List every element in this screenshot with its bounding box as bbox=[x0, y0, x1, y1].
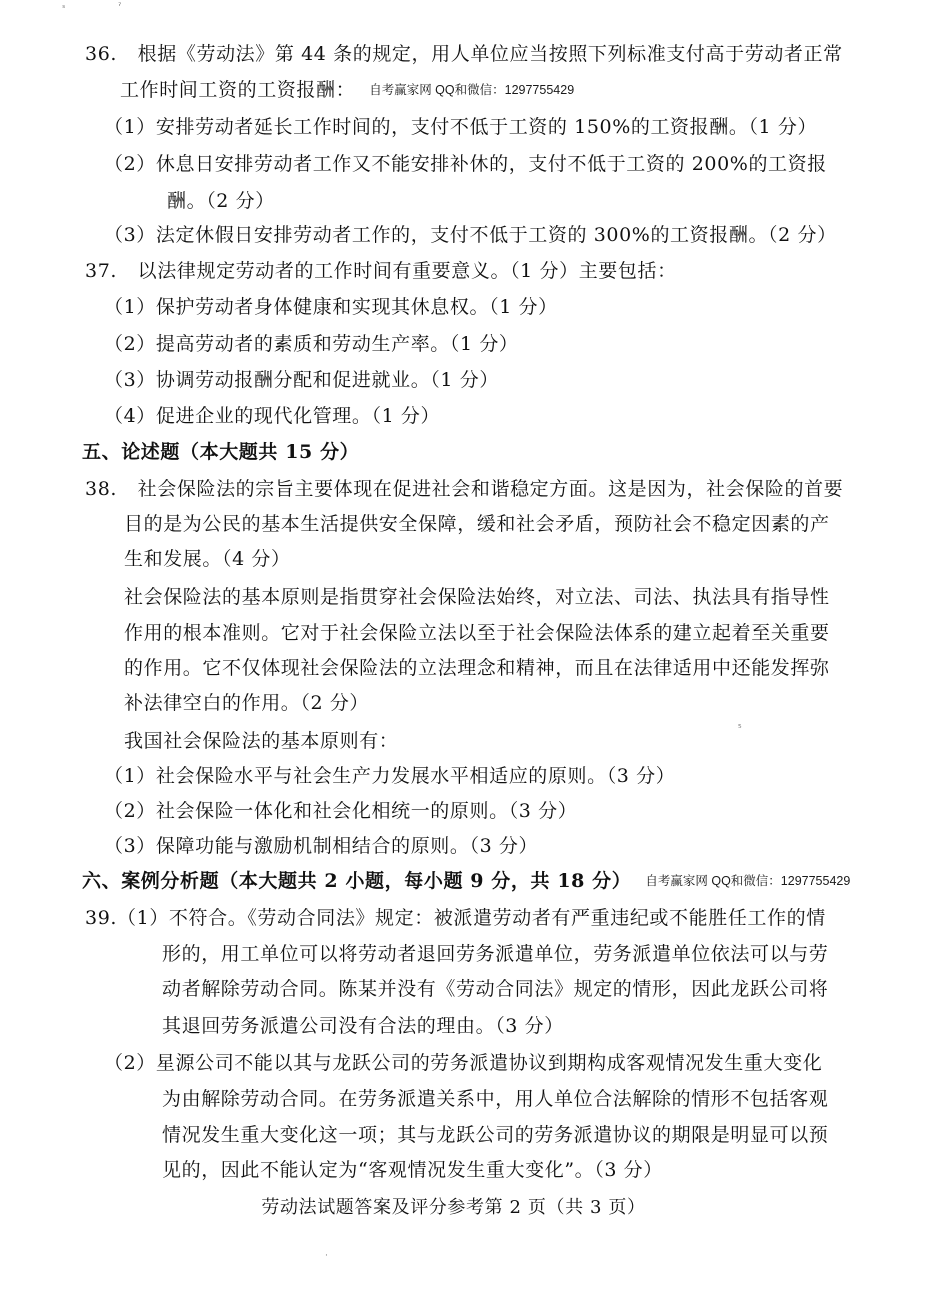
item-text: 其退回劳务派遣公司没有合法的理由。（3 分） bbox=[162, 1015, 564, 1037]
watermark-text: 自考赢家网 QQ和微信：1297755429 bbox=[369, 83, 575, 97]
q36-item-3 bbox=[104, 222, 837, 248]
item-text: 为由解除劳动合同。在劳务派遣关系中，用人单位合法解除的情形不包括客观 bbox=[162, 1088, 829, 1110]
item-text: 形的，用工单位可以将劳动者退回劳务派遣单位，劳务派遣单位依法可以与劳 bbox=[162, 943, 829, 965]
item-text: 酬。（2 分） bbox=[167, 190, 275, 212]
q39-item-1-line-3 bbox=[162, 976, 828, 1002]
scan-speck: · bbox=[325, 1251, 328, 1261]
paragraph-text: 社会保险法的宗旨主要体现在促进社会和谐稳定方面。这是因为，社会保险的首要 bbox=[137, 478, 844, 500]
question-stem: 根据《劳动法》第 44 条的规定，用人单位应当按照下列标准支付高于劳动者正常 bbox=[137, 43, 843, 65]
footer-text: 劳动法试题答案及评分参考第 2 页（共 3 页） bbox=[261, 1197, 646, 1218]
q38-item-3 bbox=[104, 833, 538, 859]
scan-speck: ⁵ bbox=[738, 724, 742, 734]
paragraph-text: 我国社会保险法的基本原则有： bbox=[124, 730, 399, 752]
item-text: 提高劳动者的素质和劳动生产率。（1 分） bbox=[155, 333, 519, 355]
q38-item-2 bbox=[104, 798, 577, 824]
item-text: 社会保险水平与社会生产力发展水平相适应的原则。（3 分） bbox=[155, 765, 676, 787]
section-heading-text: 六、案例分析题（本大题共 2 小题，每小题 9 分，共 18 分） bbox=[82, 870, 632, 892]
item-text: 社会保险一体化和社会化相统一的原则。（3 分） bbox=[155, 800, 578, 822]
scan-speck: ˀ bbox=[118, 2, 122, 12]
q39-item-1-line-1 bbox=[85, 905, 826, 931]
page-footer bbox=[0, 1193, 947, 1219]
q38-para2-line-4 bbox=[124, 690, 369, 716]
item-text: 协调劳动报酬分配和促进就业。（1 分） bbox=[155, 369, 499, 391]
q38-para1-line-1 bbox=[85, 476, 843, 502]
paragraph-text: 社会保险法的基本原则是指贯穿社会保险法始终，对立法、司法、执法具有指导性 bbox=[124, 586, 830, 608]
paragraph-text: 作用的根本准则。它对于社会保险立法以至于社会保险法体系的建立起着至关重要 bbox=[124, 622, 830, 644]
question-number: 38. bbox=[85, 478, 118, 500]
q36-item-1 bbox=[104, 114, 817, 140]
paragraph-text: 补法律空白的作用。（2 分） bbox=[124, 692, 370, 714]
item-text: 保护劳动者身体健康和实现其休息权。（1 分） bbox=[155, 296, 558, 318]
item-label: （1） bbox=[104, 765, 156, 787]
q36-stem-line-1 bbox=[85, 41, 843, 67]
item-label: （2） bbox=[104, 800, 156, 822]
q36-item-2 bbox=[104, 151, 827, 177]
q37-stem bbox=[85, 258, 677, 284]
item-label: （3） bbox=[104, 835, 156, 857]
q39-item-1-line-4 bbox=[162, 1013, 564, 1039]
q37-item-1 bbox=[104, 294, 558, 320]
item-label: （3） bbox=[104, 224, 156, 246]
question-number: 36. bbox=[85, 43, 118, 65]
q38-para2-line-2 bbox=[124, 620, 830, 646]
q38-para3 bbox=[124, 728, 398, 754]
item-label: （2） bbox=[104, 333, 156, 355]
q38-para2-line-3 bbox=[124, 655, 830, 681]
item-label: （1） bbox=[104, 116, 156, 138]
section-5-heading bbox=[82, 439, 359, 465]
item-text: 星源公司不能以其与龙跃公司的劳务派遣协议到期构成客观情况发生重大变化 bbox=[155, 1052, 823, 1074]
item-text: 安排劳动者延长工作时间的，支付不低于工资的 150%的工资报酬。（1 分） bbox=[155, 116, 818, 138]
paragraph-text: 的作用。它不仅体现社会保险法的立法理念和精神，而且在法律适用中还能发挥弥 bbox=[124, 657, 830, 679]
q38-item-1 bbox=[104, 763, 675, 789]
q39-item-2-line-2 bbox=[162, 1086, 828, 1112]
question-number: 37. bbox=[85, 260, 118, 282]
q37-item-4 bbox=[104, 403, 440, 429]
q38-para2-line-1 bbox=[124, 584, 830, 610]
question-number: 39. bbox=[85, 907, 118, 929]
item-label: （1） bbox=[104, 296, 156, 318]
question-stem: 工作时间工资的工资报酬： bbox=[120, 79, 356, 101]
item-label: （4） bbox=[104, 405, 156, 427]
q39-item-2-line-1 bbox=[104, 1050, 822, 1076]
q37-item-3 bbox=[104, 367, 499, 393]
item-text: 不符合。《劳动合同法》规定：被派遣劳动者有严重违纪或不能胜任工作的情 bbox=[168, 907, 826, 929]
q36-item-2-cont bbox=[167, 188, 275, 214]
item-text: 促进企业的现代化管理。（1 分） bbox=[155, 405, 441, 427]
q38-para1-line-3 bbox=[124, 546, 291, 572]
item-label: （3） bbox=[104, 369, 156, 391]
item-text: 休息日安排劳动者工作又不能安排补休的，支付不低于工资的 200%的工资报 bbox=[155, 153, 827, 175]
item-text: 见的，因此不能认定为“客观情况发生重大变化”。（3 分） bbox=[162, 1159, 663, 1181]
q38-para1-line-2 bbox=[124, 511, 830, 537]
q36-stem-line-2 bbox=[120, 77, 574, 103]
paragraph-text: 目的是为公民的基本生活提供安全保障，缓和社会矛盾，预防社会不稳定因素的产 bbox=[124, 513, 830, 535]
item-text: 法定休假日安排劳动者工作的，支付不低于工资的 300%的工资报酬。（2 分） bbox=[155, 224, 837, 246]
section-6-heading bbox=[82, 868, 850, 894]
item-text: 情况发生重大变化这一项；其与龙跃公司的劳务派遣协议的期限是明显可以预 bbox=[162, 1124, 829, 1146]
scan-speck: ˢ bbox=[62, 4, 66, 14]
section-heading-text: 五、论述题（本大题共 15 分） bbox=[82, 441, 360, 463]
item-text: 保障功能与激励机制相结合的原则。（3 分） bbox=[155, 835, 539, 857]
item-label: （1） bbox=[117, 907, 169, 929]
q39-item-2-line-4 bbox=[162, 1157, 663, 1183]
question-stem: 以法律规定劳动者的工作时间有重要意义。（1 分）主要包括： bbox=[137, 260, 677, 282]
item-text: 动者解除劳动合同。陈某并没有《劳动合同法》规定的情形，因此龙跃公司将 bbox=[162, 978, 829, 1000]
watermark-text: 自考赢家网 QQ和微信：1297755429 bbox=[645, 874, 851, 888]
paragraph-text: 生和发展。（4 分） bbox=[124, 548, 291, 570]
q39-item-1-line-2 bbox=[162, 941, 828, 967]
q37-item-2 bbox=[104, 331, 519, 357]
q39-item-2-line-3 bbox=[162, 1122, 828, 1148]
item-label: （2） bbox=[104, 1052, 156, 1074]
item-label: （2） bbox=[104, 153, 156, 175]
